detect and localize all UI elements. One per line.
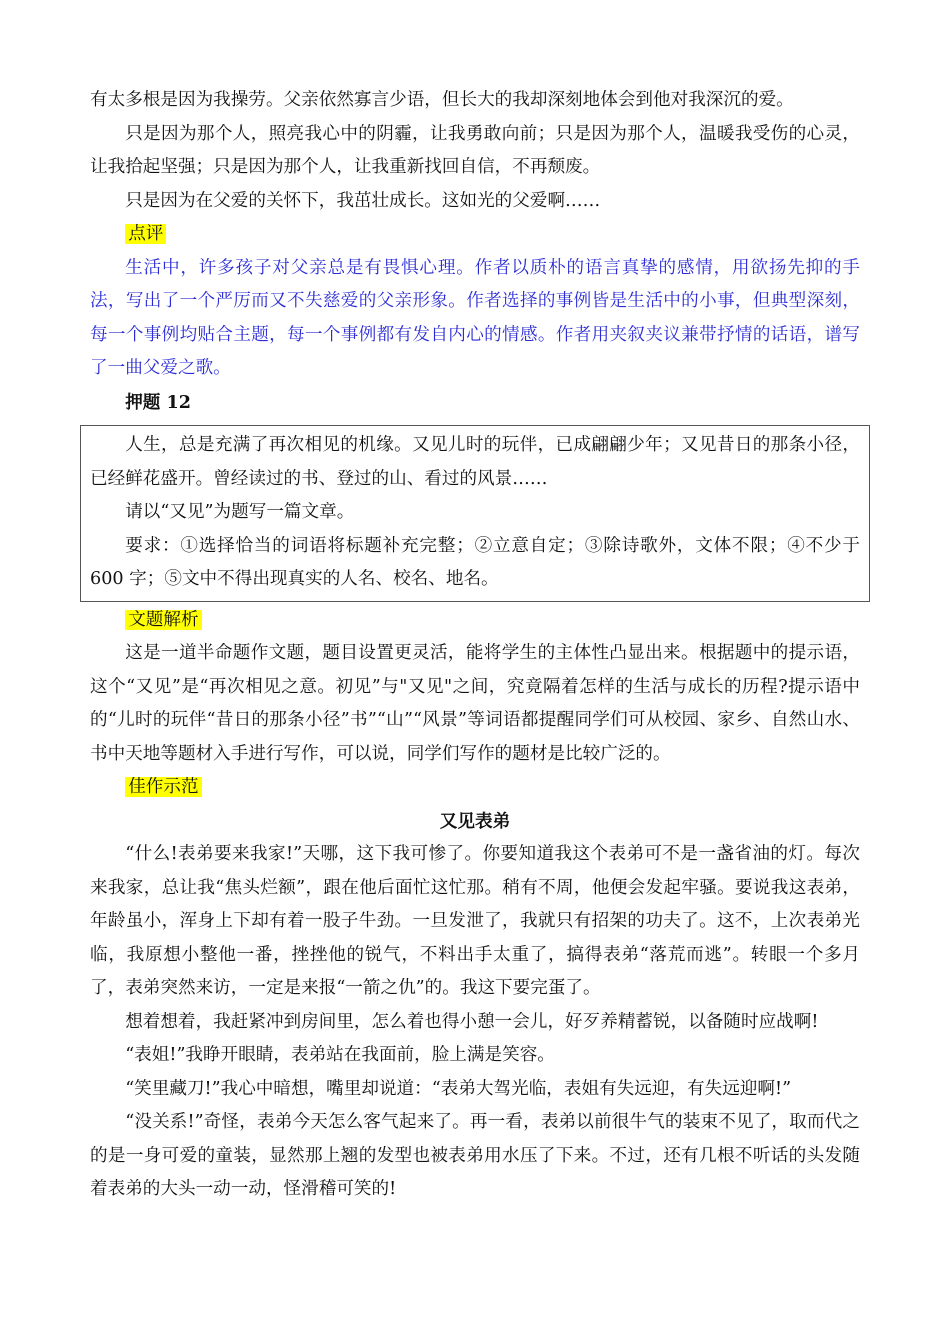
essay-paragraph: “表姐!”我睁开眼睛，表弟站在我面前，脸上满是笑容。 [125,1045,555,1065]
sample-label-line [90,771,860,805]
paragraph: 有太多根是因为我操劳。父亲依然寡言少语，但长大的我却深刻地体会到他对我深沉的爱。 [90,90,794,110]
analysis-label: 文题解析 [125,610,201,630]
comment-label-line [90,218,860,252]
document-page [90,84,860,1207]
prompt-requirements: 要求：①选择恰当的词语将标题补充完整；②立意自定；③除诗歌外，文体不限；④不少于 600 字；⑤文中不得出现真实的人名、校名、地名。 [90,535,860,589]
analysis-label-line [90,604,860,638]
prompt-instruction: 请以“又见”为题写一篇文章。 [125,502,355,522]
prompt-text: 人生，总是充满了再次相见的机缘。又见儿时的玩伴，已成翩翩少年；又见昔日的那条小径，已经鲜花盛开。曾经读过的书、登过的山、看过的风景…… [90,435,860,489]
sample-label: 佳作示范 [125,777,201,797]
prompt-heading: 押题 12 [125,391,191,413]
comment-label: 点评 [125,224,166,244]
analysis-text: 这是一道半命题作文题，题目设置更灵活，能将学生的主体性凸显出来。根据题中的提示语，这个“又见”是“再次相见之意。初见”与"又见"之间，究竟隔着怎样的生活与成长的历程?提示语中的“儿时的玩伴“昔日的那条小径”书”“山”“风景”等词语都提醒同学们可从校园、家乡、自然山水、书中天地等题材入手进行写作，可以说，同学们写作的题材是比较广泛的。 [90,643,860,764]
essay-paragraph: “没关系!”奇怪，表弟今天怎么客气起来了。再一看，表弟以前很牛气的装束不见了，取而代之的是一身可爱的童装，显然那上翘的发型也被表弟用水压了下来。不过，还有几根不听话的头发随着表弟的大头一动一动，怪滑稽可笑的! [90,1112,860,1199]
essay-paragraph: 想着想着，我赶紧冲到房间里，怎么着也得小憩一会儿，好歹养精蓄锐，以备随时应战啊! [125,1011,819,1032]
paragraph: 只是因为那个人，照亮我心中的阴霾，让我勇敢向前；只是因为那个人，温暖我受伤的心灵，让我拾起坚强；只是因为那个人，让我重新找回自信，不再颓废。 [90,123,860,177]
essay-paragraph: “什么!表弟要来我家!”天哪，这下我可惨了。你要知道我这个表弟可不是一盏省油的灯。每次来我家，总让我“焦头烂额”，跟在他后面忙这忙那。稍有不周，他便会发起牢骚。要说我这表弟，年龄虽小，浑身上下却有着一股子牛劲。一旦发泄了，我就只有招架的功夫了。这不，上次表弟光临，我原想小整他一番，挫挫他的锐气，不料出手太重了，搞得表弟“落荒而逃”。转眼一个多月了，表弟突然来访，一定是来报“一箭之仇”的。我这下要完蛋了。 [90,844,860,998]
comment-text: 生活中，许多孩子对父亲总是有畏惧心理。作者以质朴的语言真挚的感情，用欲扬先抑的手法，写出了一个严厉而又不失慈爱的父亲形象。作者选择的事例皆是生活中的小事，但典型深刻，每一个事例均贴合主题，每一个事例都有发自内心的情感。作者用夹叙夹议兼带抒情的话语，谱写了一曲父爱之歌。 [90,257,860,378]
prompt-box [80,425,870,602]
essay-title: 又见表弟 [439,810,511,832]
paragraph: 只是因为在父爱的关怀下，我茁壮成长。这如光的父爱啊…… [125,190,601,211]
essay-paragraph: “笑里藏刀!”我心中暗想，嘴里却说道：“表弟大驾光临，表姐有失远迎，有失远迎啊!” [125,1078,792,1099]
